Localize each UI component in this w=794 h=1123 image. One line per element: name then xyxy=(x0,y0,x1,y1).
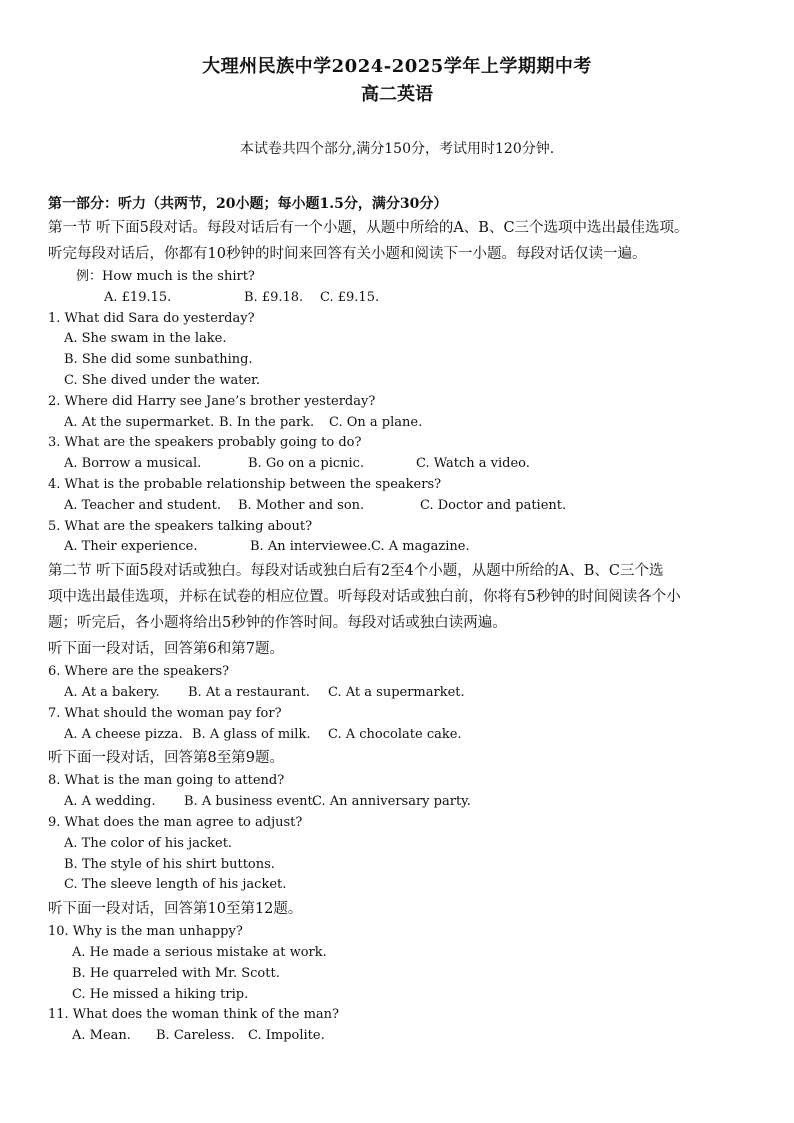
exam-intro: 本试卷共四个部分,满分150分，考试用时120分钟. xyxy=(239,141,555,157)
question-5-option-c: C. A magazine. xyxy=(371,539,470,555)
question-3-option-a: A. Borrow a musical. xyxy=(64,456,202,472)
listen-instruction-6-7: 听下面一段对话，回答第6和第7题。 xyxy=(48,641,284,658)
example-option-c: C. £9.15. xyxy=(320,289,380,305)
question-9-option-a: A. The color of his jacket. xyxy=(64,835,233,851)
question-4-option-a: A. Teacher and student. xyxy=(64,497,222,513)
question-9-option-b: B. The style of his shirt buttons. xyxy=(64,856,275,872)
exam-content xyxy=(48,193,768,1047)
question-3-option-c: C. Watch a video. xyxy=(416,456,530,472)
question-10-option-b: B. He quarreled with Mr. Scott. xyxy=(72,965,280,981)
question-2: 2. Where did Harry see Jane’s brother yesterday? xyxy=(48,393,376,409)
question-11-option-a: A. Mean. xyxy=(72,1028,131,1044)
question-10-option-a: A. He made a serious mistake at work. xyxy=(72,944,327,960)
question-5-options xyxy=(48,537,768,558)
exam-title: 大理州民族中学2024-2025学年上学期期中考 xyxy=(202,56,592,77)
example-option-b: B. £9.18. xyxy=(244,289,304,305)
question-5-option-b: B. An interviewee. xyxy=(250,539,372,555)
question-5-option-a: A. Their experience. xyxy=(64,539,198,555)
question-4-options xyxy=(48,496,768,517)
question-3: 3. What are the speakers probably going to do? xyxy=(48,435,362,451)
question-6: 6. Where are the speakers? xyxy=(48,664,230,680)
question-3-options xyxy=(48,454,768,475)
question-9: 9. What does the man agree to adjust? xyxy=(48,814,303,830)
question-6-option-c: C. At a supermarket. xyxy=(328,684,465,700)
question-7-option-a: A. A cheese pizza. xyxy=(64,726,183,742)
question-4: 4. What is the probable relationship between the speakers? xyxy=(48,476,442,492)
question-8-options xyxy=(48,792,768,813)
question-7-option-c: C. A chocolate cake. xyxy=(328,726,462,742)
question-1-option-a: A. She swam in the lake. xyxy=(64,331,227,347)
section1-instructions-line2: 听完每段对话后，你都有10秒钟的时间来回答有关小题和阅读下一小题。每段对话仅读一遍。 xyxy=(48,246,647,262)
section2-instructions-line1: 第二节 听下面5段对话或独白。每段对话或独白后有2至4个小题，从题中所给的A、B、C三个选 xyxy=(48,563,664,580)
listen-instruction-10-12: 听下面一段对话，回答第10至第12题。 xyxy=(48,901,303,918)
question-8-option-b: B. A business event. xyxy=(184,794,317,810)
question-5: 5. What are the speakers talking about? xyxy=(48,518,313,534)
question-6-option-a: A. At a bakery. xyxy=(64,684,160,700)
question-2-options xyxy=(48,413,768,434)
exam-subtitle: 高二英语 xyxy=(361,84,433,105)
question-6-options xyxy=(48,683,768,704)
question-2-option-a: A. At the supermarket. xyxy=(64,414,215,430)
question-8-option-c: C. An anniversary party. xyxy=(312,794,471,810)
section1-instructions-line1: 第一节 听下面5段对话。每段对话后有一个小题，从题中所给的A、B、C三个选项中选出最佳选项。 xyxy=(48,220,689,236)
question-1: 1. What did Sara do yesterday? xyxy=(48,310,255,326)
question-3-option-b: B. Go on a picnic. xyxy=(248,456,365,472)
example-option-a: A. £19.15. xyxy=(104,289,172,305)
section2-instructions-line3: 题；听完后，各小题将给出5秒钟的作答时间。每段对话或独白读两遍。 xyxy=(48,615,507,632)
question-11: 11. What does the woman think of the man? xyxy=(48,1007,340,1023)
question-11-options xyxy=(48,1026,768,1047)
question-1-option-b: B. She did some sunbathing. xyxy=(64,352,253,368)
question-2-option-c: C. On a plane. xyxy=(329,414,423,430)
question-8-option-a: A. A wedding. xyxy=(64,794,156,810)
section2-instructions-line2: 项中选出最佳选项，并标在试卷的相应位置。听每段对话或独白前，你将有5秒钟的时间阅读各个小 xyxy=(48,589,681,606)
question-11-option-c: C. Impolite. xyxy=(248,1028,325,1044)
question-11-option-b: B. Careless. xyxy=(156,1028,235,1044)
question-7-options xyxy=(48,725,768,746)
listen-instruction-8-9: 听下面一段对话，回答第8至第9题。 xyxy=(48,750,284,767)
example-options xyxy=(48,288,768,309)
question-4-option-c: C. Doctor and patient. xyxy=(420,497,567,513)
question-1-option-c: C. She dived under the water. xyxy=(64,372,261,388)
part1-heading: 第一部分：听力（共两节，20小题；每小题1.5分，满分30分） xyxy=(48,196,448,212)
question-10-option-c: C. He missed a hiking trip. xyxy=(72,986,249,1002)
example-question: 例：How much is the shirt? xyxy=(76,269,255,284)
question-8: 8. What is the man going to attend? xyxy=(48,773,285,789)
question-7-option-b: B. A glass of milk. xyxy=(192,726,311,742)
question-2-option-b: B. In the park. xyxy=(219,414,315,430)
question-7: 7. What should the woman pay for? xyxy=(48,705,282,721)
question-10: 10. Why is the man unhappy? xyxy=(48,924,243,940)
question-6-option-b: B. At a restaurant. xyxy=(188,684,310,700)
question-4-option-b: B. Mother and son. xyxy=(238,497,365,513)
question-9-option-c: C. The sleeve length of his jacket. xyxy=(64,877,287,893)
